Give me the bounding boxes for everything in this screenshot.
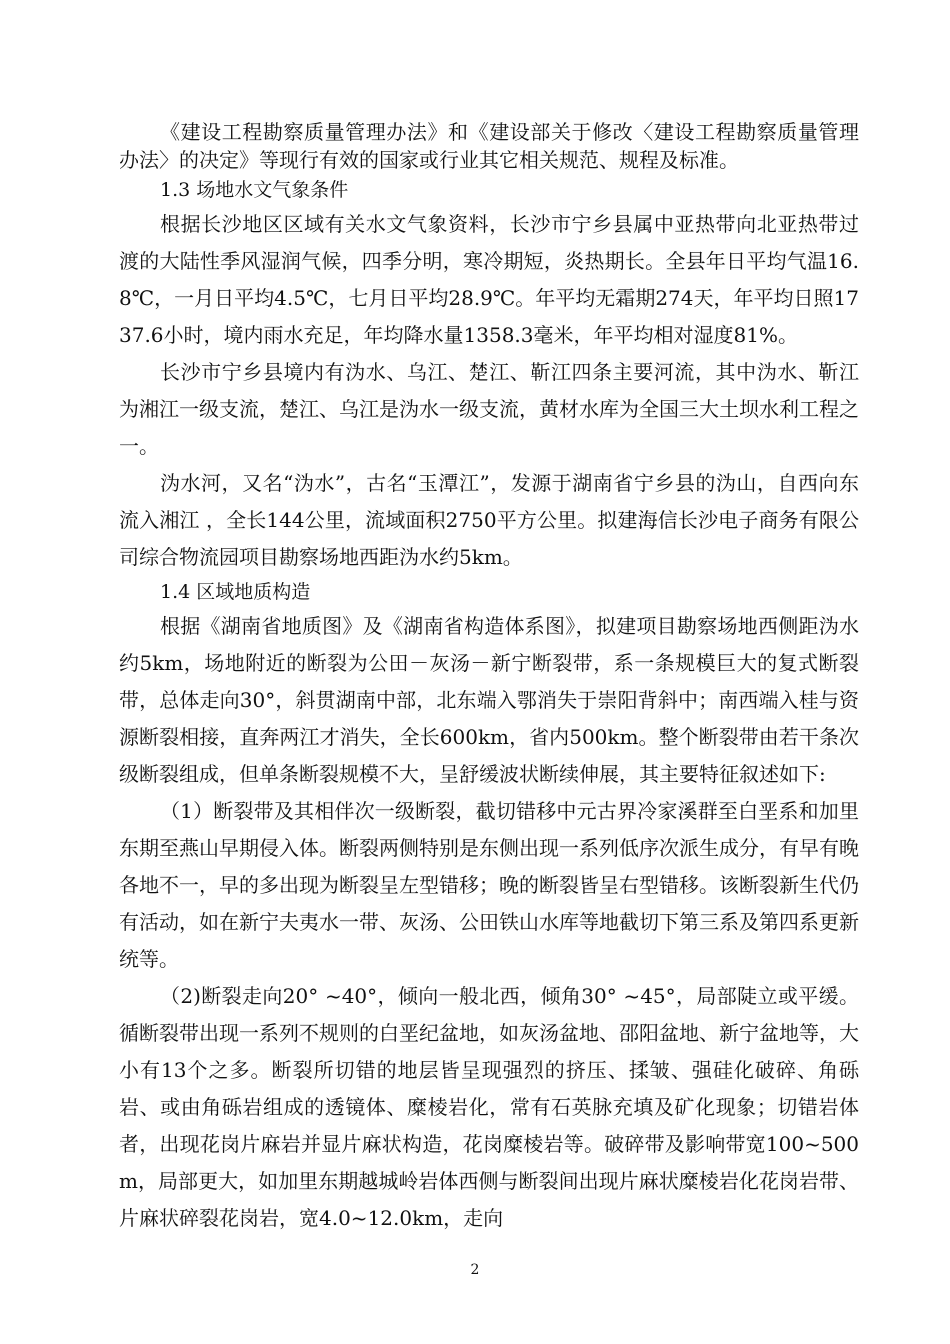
section-heading-1-3: 1.3 场地水文气象条件	[160, 179, 349, 201]
page-number: 2	[470, 1262, 480, 1278]
paragraph-weishui-river: 沩水河，又名“沩水”，古名“玉潭江”，发源于湖南省宁乡县的沩山，自西向东流入湘江 ，全长144公里，流域面积2750平方公里。拟建海信长沙电子商务有限公司综合物流园项目勘察场地西距沩水约5km。	[119, 471, 859, 569]
section-heading-1-4: 1.4 区域地质构造	[160, 581, 311, 603]
document-body	[119, 118, 859, 1237]
paragraph-fault-overview: 根据《湖南省地质图》及《湖南省构造体系图》，拟建项目勘察场地西侧距沩水约5km，场地附近的断裂为公田－灰汤－新宁断裂带，系一条规模巨大的复式断裂带，总体走向30°，斜贯湖南中部，北东端入鄂消失于崇阳背斜中；南西端入桂与资源断裂相接，直奔两江才消失，全长600km，省内500km。整个断裂带由若干条次级断裂组成，但单条断裂规模不大，呈舒缓波状断续伸展，其主要特征叙述如下:	[119, 614, 859, 786]
paragraph-fault-feature-1: （1）断裂带及其相伴次一级断裂，截切错移中元古界冷家溪群至白垩系和加里东期至燕山早期侵入体。断裂两侧特别是东侧出现一系列低序次派生成分，有早有晚各地不一，早的多出现为断裂呈左型错移；晚的断裂皆呈右型错移。该断裂新生代仍有活动，如在新宁夫夷水一带、灰汤、公田铁山水库等地截切下第三系及第四系更新统等。	[119, 799, 859, 971]
paragraph-climate: 根据长沙地区区域有关水文气象资料，长沙市宁乡县属中亚热带向北亚热带过渡的大陆性季风湿润气候，四季分明，寒冷期短，炎热期长。全县年日平均气温16.8℃，一月日平均4.5℃，七月日平均28.9℃。年平均无霜期274天，年平均日照1737.6小时，境内雨水充足，年均降水量1358.3毫米，年平均相对湿度81%。	[119, 212, 859, 347]
paragraph-rivers: 长沙市宁乡县境内有沩水、乌江、楚江、靳江四条主要河流，其中沩水、靳江为湘江一级支流，楚江、乌江是沩水一级支流，黄材水库为全国三大土坝水利工程之一。	[119, 360, 859, 458]
paragraph-fault-feature-2: （2)断裂走向20° ~40°，倾向一般北西，倾角30° ~45°，局部陡立或平缓。循断裂带出现一系列不规则的白垩纪盆地，如灰汤盆地、邵阳盆地、新宁盆地等，大小有13个之多。断裂所切错的地层皆呈现强烈的挤压、揉皱、强硅化破碎、角砾岩、或由角砾岩组成的透镜体、糜棱岩化，常有石英脉充填及矿化现象；切错岩体者，出现花岗片麻岩并显片麻状构造，花岗糜棱岩等。破碎带及影响带宽100~500m，局部更大，如加里东期越城岭岩体西侧与断裂间出现片麻状糜棱岩化花岗岩带、片麻状碎裂花岗岩，宽4.0~12.0km，走向	[119, 984, 859, 1230]
paragraph-standards: 《建设工程勘察质量管理办法》和《建设部关于修改〈建设工程勘察质量管理办法〉的决定》等现行有效的国家或行业其它相关规范、规程及标准。	[119, 120, 859, 172]
